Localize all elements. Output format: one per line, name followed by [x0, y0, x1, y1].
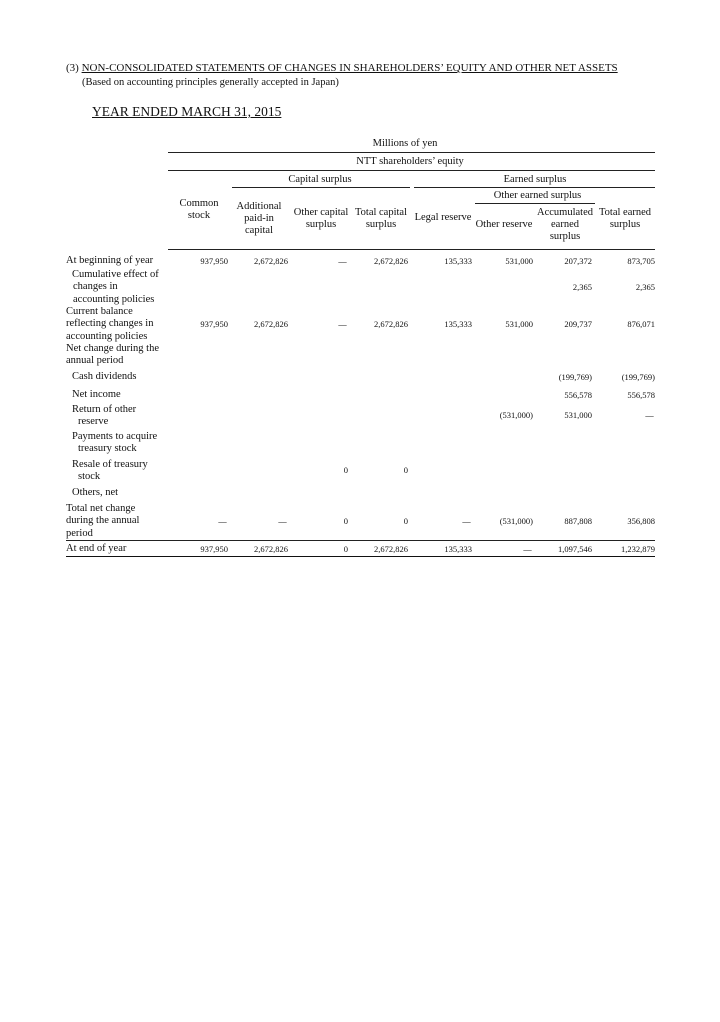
value-cell-current-1: 2,672,826: [254, 319, 288, 329]
group-header: NTT shareholders’ equity: [356, 156, 464, 167]
col-text: surplus: [549, 231, 581, 242]
col-text: earned: [551, 219, 579, 230]
col-additional-paid-in: [230, 201, 288, 237]
value-cell-begin-7: 873,705: [627, 256, 655, 266]
label-line: treasury stock: [78, 443, 137, 455]
value-cell-return-reserve-5: (531,000): [499, 410, 533, 420]
col-other-capital: [289, 207, 353, 231]
col-text: surplus: [305, 219, 337, 230]
capital-surplus-header: Capital surplus: [288, 174, 352, 185]
value-cell-total-net-change-3: 0: [403, 516, 408, 526]
col-common-stock: [170, 198, 228, 222]
value-cell-begin-1: 2,672,826: [254, 256, 288, 266]
label-line: Cumulative effect of: [72, 269, 159, 280]
value-cell-return-reserve-6: 531,000: [564, 410, 592, 420]
value-cell-current-3: 2,672,826: [374, 319, 408, 329]
value-cell-cash-dividends-7: (199,769): [621, 372, 655, 382]
row-label-return-reserve: [72, 404, 136, 429]
label-line: accounting policies: [73, 293, 155, 305]
label-line: accounting policies: [66, 330, 148, 342]
col-text: Legal reserve: [414, 212, 472, 223]
section-prefix: (3): [66, 62, 82, 74]
label-line: Total net change: [66, 503, 136, 514]
label-line: Net change during the: [66, 343, 160, 354]
section-subtitle: (Based on accounting principles generally accepted in Japan): [82, 77, 339, 88]
label-line: Current balance: [66, 306, 133, 317]
value-cell-end-3: 2,672,826: [374, 544, 408, 554]
label-line: Return of other: [72, 404, 137, 415]
rule-earned-surplus: [414, 187, 655, 188]
period-title: YEAR ENDED MARCH 31, 2015: [92, 104, 282, 119]
col-other-reserve: [472, 219, 536, 231]
col-text: Accumulated: [537, 207, 593, 218]
value-cell-total-net-change-4: －: [461, 517, 472, 529]
value-cell-begin-0: 937,950: [200, 256, 228, 266]
value-cell-end-4: 135,333: [444, 544, 472, 554]
col-text: capital: [245, 225, 273, 236]
value-cell-total-net-change-0: －: [217, 517, 228, 529]
value-cell-current-6: 209,737: [564, 319, 592, 329]
row-label-total-net-change: [66, 503, 139, 540]
value-cell-begin-4: 135,333: [444, 256, 472, 266]
col-text: paid-in: [244, 213, 274, 224]
col-total-earned: [594, 207, 656, 231]
value-cell-resale-treasury-3: 0: [403, 465, 408, 475]
row-label-resale-treasury: [72, 459, 148, 484]
value-cell-resale-treasury-2: 0: [343, 465, 348, 475]
value-cell-net-income-7: 556,578: [627, 390, 655, 400]
row-label-cash-dividends: Cash dividends: [72, 371, 137, 382]
row-label-others: Others, net: [72, 487, 119, 498]
value-cell-end-6: 1,097,546: [558, 544, 592, 554]
label-line: period: [66, 527, 93, 539]
value-cell-current-2: －: [337, 320, 348, 332]
col-legal-reserve: [410, 212, 476, 224]
value-cell-total-net-change-6: 887,808: [564, 516, 592, 526]
unit-label: Millions of yen: [372, 138, 438, 149]
value-cell-total-net-change-5: (531,000): [499, 516, 533, 526]
row-label-net-income: Net income: [72, 389, 121, 400]
label-line: Payments to acquire: [72, 431, 158, 442]
label-line: Resale of treasury: [72, 459, 148, 470]
col-text: Other reserve: [475, 219, 533, 230]
col-text: Other capital: [293, 207, 349, 218]
value-cell-begin-5: 531,000: [505, 256, 533, 266]
rule-group: [168, 170, 655, 171]
rule-table-bottom: [66, 556, 655, 557]
value-cell-cash-dividends-6: (199,769): [558, 372, 592, 382]
rule-capital-surplus: [232, 187, 410, 188]
value-cell-current-4: 135,333: [444, 319, 472, 329]
value-cell-begin-2: －: [337, 257, 348, 269]
row-label-net-change: [66, 343, 159, 368]
value-cell-end-5: －: [522, 545, 533, 557]
section-title: NON-CONSOLIDATED STATEMENTS OF CHANGES IN SHAREHOLDERS’ EQUITY AND OTHER NET ASSETS: [81, 62, 618, 74]
col-text: Total earned: [598, 207, 652, 218]
label-line: changes in: [73, 281, 118, 293]
value-cell-cumulative-7: 2,365: [635, 282, 655, 292]
value-cell-return-reserve-7: －: [644, 411, 655, 423]
rule-unit: [168, 152, 655, 153]
row-label-payments-treasury: [72, 431, 157, 456]
value-cell-total-net-change-2: 0: [343, 516, 348, 526]
col-text: Additional: [236, 201, 282, 212]
other-earned-surplus-header: Other earned surplus: [493, 190, 582, 201]
col-text: Common: [179, 198, 219, 209]
col-text: surplus: [365, 219, 397, 230]
col-accumulated-earned: [534, 207, 596, 243]
value-cell-current-5: 531,000: [505, 319, 533, 329]
value-cell-current-0: 937,950: [200, 319, 228, 329]
value-cell-current-7: 876,071: [627, 319, 655, 329]
value-cell-cumulative-6: 2,365: [572, 282, 592, 292]
value-cell-end-7: 1,232,879: [621, 544, 655, 554]
label-line: annual period: [66, 355, 124, 367]
row-label-current: [66, 306, 153, 343]
col-text: surplus: [609, 219, 641, 230]
label-line: during the annual: [66, 515, 140, 527]
row-label-begin: At beginning of year: [66, 255, 154, 266]
value-cell-end-2: 0: [343, 544, 348, 554]
rule-other-earned-surplus: [475, 203, 595, 204]
row-label-end: At end of year: [66, 543, 127, 554]
value-cell-total-net-change-1: －: [277, 517, 288, 529]
row-label-cumulative: [72, 269, 159, 306]
value-cell-end-0: 937,950: [200, 544, 228, 554]
earned-surplus-header: Earned surplus: [503, 174, 567, 185]
label-line: reflecting changes in: [66, 318, 154, 330]
col-text: Total capital: [354, 207, 408, 218]
rule-header-bottom: [168, 249, 655, 250]
value-cell-begin-6: 207,372: [564, 256, 592, 266]
label-line: stock: [78, 471, 101, 483]
value-cell-net-income-6: 556,578: [564, 390, 592, 400]
value-cell-begin-3: 2,672,826: [374, 256, 408, 266]
label-line: reserve: [78, 416, 109, 428]
col-total-capital: [350, 207, 412, 231]
col-text: stock: [187, 210, 211, 221]
value-cell-total-net-change-7: 356,808: [627, 516, 655, 526]
value-cell-end-1: 2,672,826: [254, 544, 288, 554]
rule-before-end: [66, 540, 655, 541]
